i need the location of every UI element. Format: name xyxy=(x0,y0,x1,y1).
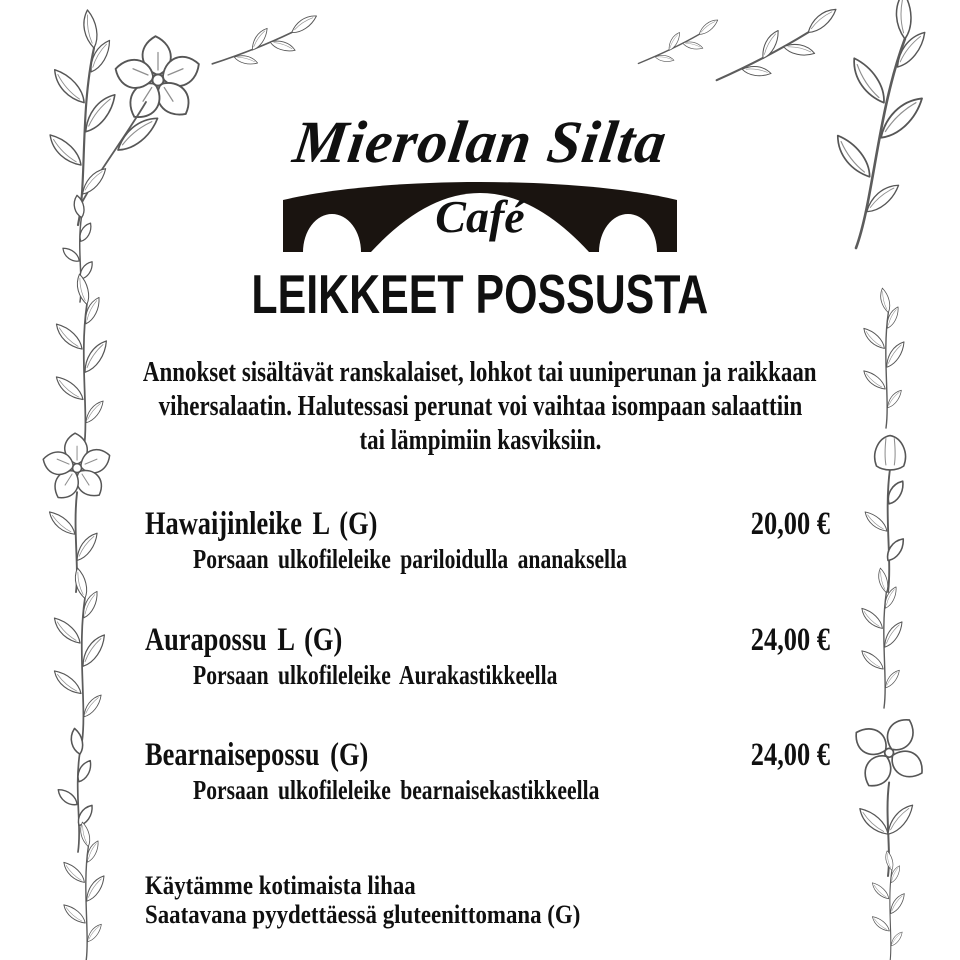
logo-cafe-text: Café xyxy=(435,191,525,242)
cafe-logo-subname xyxy=(283,190,677,243)
intro-line-3: tai lämpimiin kasviksiin. xyxy=(359,425,601,456)
intro-line xyxy=(0,424,960,458)
menu-item xyxy=(145,505,830,574)
intro-line xyxy=(0,390,960,424)
menu-item-row xyxy=(145,621,830,659)
menu-item xyxy=(145,736,830,805)
item-description-row xyxy=(145,775,830,805)
item-price: 20,00 € xyxy=(750,506,830,542)
page-title-text: LEIKKEET POSSUSTA xyxy=(251,263,709,325)
page-title xyxy=(0,262,960,326)
item-name: Aurapossu L (G) xyxy=(145,622,343,658)
item-description: Porsaan ulkofileleike Aurakastikkeella xyxy=(193,660,558,690)
menu-item-row xyxy=(145,736,830,774)
logo-script-text: Mierolan Silta xyxy=(289,109,671,175)
cafe-logo-name xyxy=(0,108,960,177)
item-name: Bearnaisepossu (G) xyxy=(145,737,369,773)
menu-item-row xyxy=(145,505,830,543)
intro-line-1: Annokset sisältävät ranskalaiset, lohkot tai uuniperunan ja raikkaan xyxy=(143,357,817,388)
intro-line-2: vihersalaatin. Halutessasi perunat voi vaihtaa isompaan salaattiin xyxy=(158,391,802,422)
intro-line xyxy=(0,356,960,390)
footer-line xyxy=(145,871,640,900)
footer-line-2: Saatavana pyydettäessä gluteenittomana (G) xyxy=(145,900,581,929)
footer-line xyxy=(145,900,640,929)
item-price: 24,00 € xyxy=(750,622,830,658)
item-price: 24,00 € xyxy=(750,737,830,773)
item-name: Hawaijinleike L (G) xyxy=(145,506,378,542)
menu-item xyxy=(145,621,830,690)
footer-line-1: Käytämme kotimaista lihaa xyxy=(145,871,416,900)
footer-notes xyxy=(145,871,640,929)
item-description-row xyxy=(145,660,830,690)
item-description: Porsaan ulkofileleike bearnaisekastikkeella xyxy=(193,775,600,805)
item-description: Porsaan ulkofileleike pariloidulla ananaksella xyxy=(193,544,627,574)
intro-paragraph xyxy=(0,356,960,458)
item-description-row xyxy=(145,544,830,574)
